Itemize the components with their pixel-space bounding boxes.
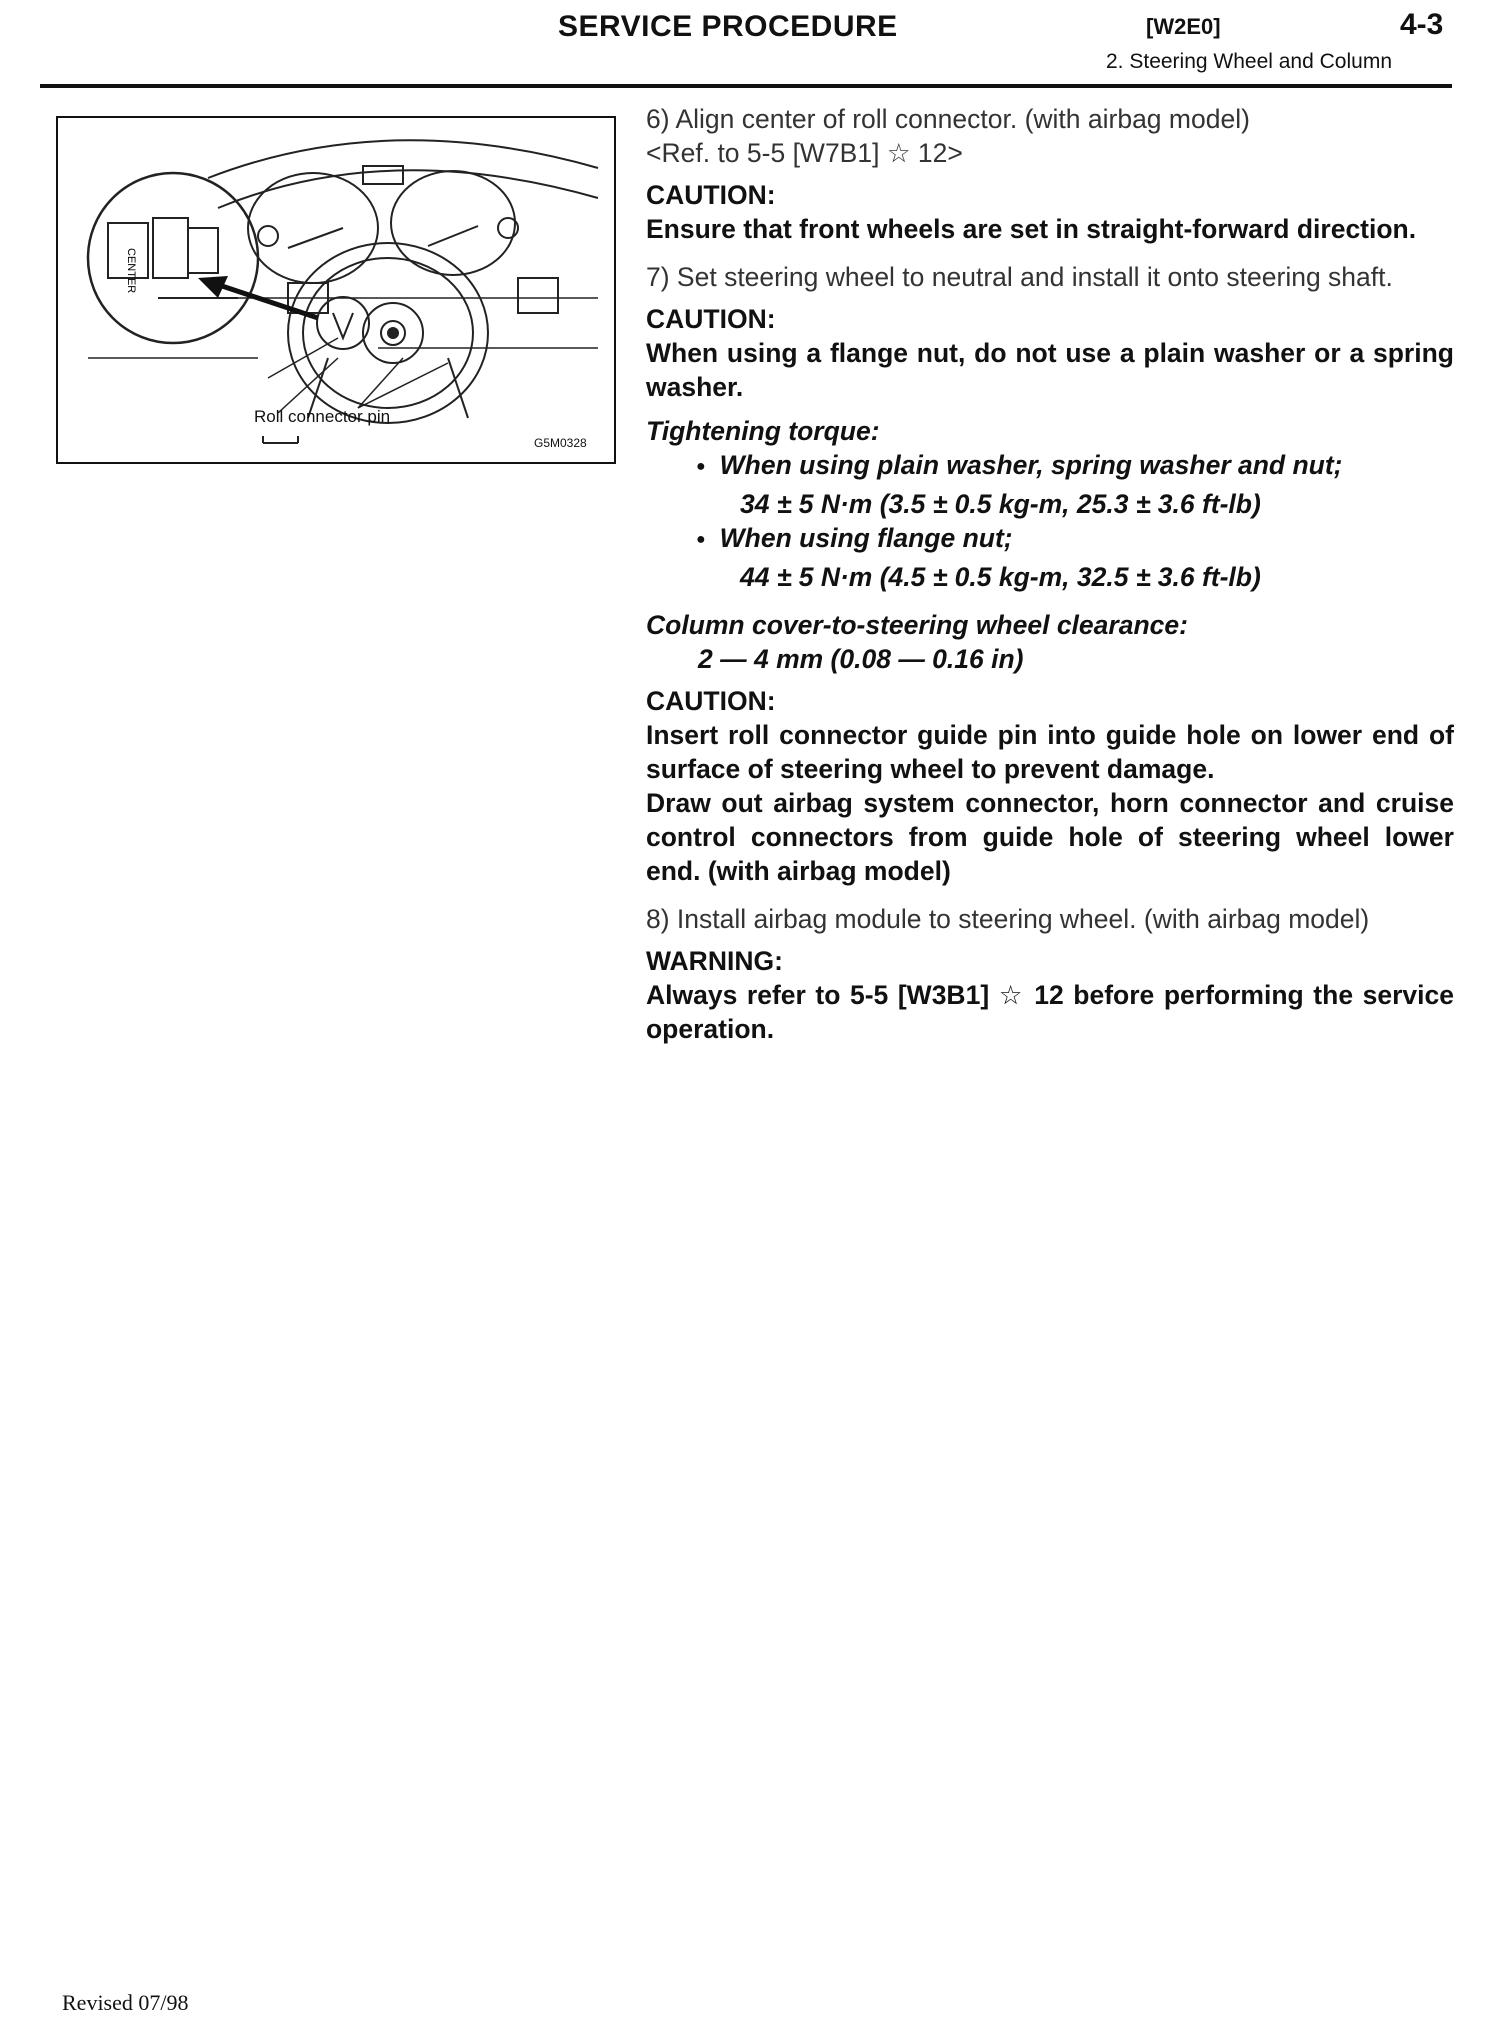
caution-heading-3: CAUTION: <box>646 686 776 716</box>
torque-condition-1: ● When using plain washer, spring washer and nut; <box>646 448 1454 487</box>
caution-text-2: When using a flange nut, do not use a plain washer or a spring washer. <box>646 338 1454 402</box>
caution-text-3b: Draw out airbag system connector, horn connector and cruise control connectors from guide hole of steering wheel lower end. (with airbag model) <box>646 788 1454 886</box>
caution-text-1: Ensure that front wheels are set in straight-forward direction. <box>646 214 1417 244</box>
page-number: 4-3 <box>1400 8 1444 41</box>
torque-value-2: 44 ± 5 N·m (4.5 ± 0.5 kg-m, 32.5 ± 3.6 ft-lb) <box>740 562 1261 592</box>
page-title: SERVICE PROCEDURE <box>558 10 898 43</box>
torque-condition-2: ● When using flange nut; <box>646 521 1454 560</box>
caution-heading-2: CAUTION: <box>646 304 776 334</box>
revision-note: Revised 07/98 <box>62 1990 189 2015</box>
figure-code: G5M0328 <box>534 436 587 450</box>
step-7: 7) Set steering wheel to neutral and install it onto steering shaft. <box>646 262 1393 292</box>
clearance-heading: Column cover-to-steering wheel clearance: <box>646 610 1188 640</box>
warning-text: Always refer to 5-5 [W3B1] ☆ 12 before performing the service operation. <box>646 980 1454 1044</box>
figure-label: Roll connector pin <box>254 407 391 426</box>
torque-heading: Tightening torque: <box>646 416 880 446</box>
section-code: [W2E0] <box>1146 14 1221 39</box>
inset-label: CENTER <box>125 248 137 294</box>
figure-steering-wheel <box>56 116 616 464</box>
clearance-value: 2 — 4 mm (0.08 — 0.16 in) <box>698 644 1024 674</box>
section-title: 2. Steering Wheel and Column <box>1106 50 1392 73</box>
step-6: 6) Align center of roll connector. (with airbag model) <box>646 104 1250 134</box>
procedure-text <box>646 102 1454 1046</box>
caution-heading-1: CAUTION: <box>646 180 776 210</box>
caution-text-3a: Insert roll connector guide pin into guide hole on lower end of surface of steering wheel to prevent damage. <box>646 720 1454 784</box>
step-8: 8) Install airbag module to steering wheel. (with airbag model) <box>646 904 1370 934</box>
warning-heading: WARNING: <box>646 946 783 976</box>
torque-value-1: 34 ± 5 N·m (3.5 ± 0.5 kg-m, 25.3 ± 3.6 ft-lb) <box>740 489 1261 519</box>
step-6-reference: <Ref. to 5-5 [W7B1] ☆ 12> <box>646 138 963 168</box>
header-rule <box>40 84 1452 88</box>
